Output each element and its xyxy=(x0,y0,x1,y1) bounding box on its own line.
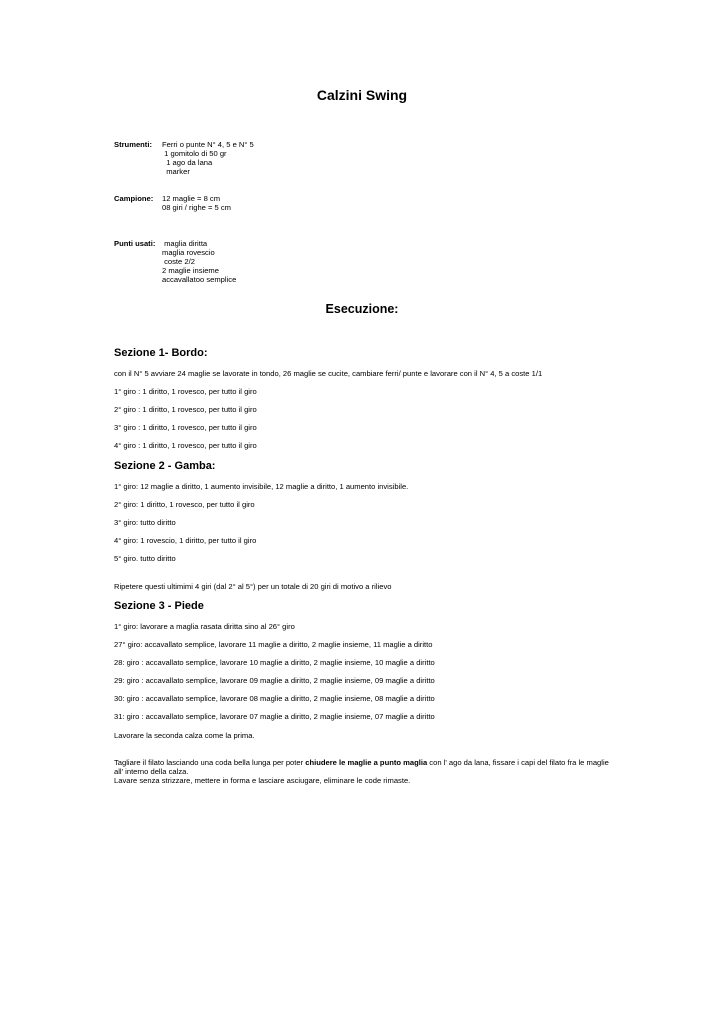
section-2-title: Sezione 2 - Gamba: xyxy=(114,460,216,472)
closing-text: con l' ago da lana, fissare i capi del filato fra le maglie all' interno della calza. xyxy=(114,758,609,777)
section-1-title: Sezione 1- Bordo: xyxy=(114,347,208,359)
section-3-line: 1° giro: lavorare a maglia rasata diritta sino al 26° giro xyxy=(114,622,295,631)
section-2-line: Ripetere questi ultimimi 4 giri (dal 2° al 5°) per un totale di 20 giri di motivo a rilievo xyxy=(114,582,392,591)
section-2-line: 4° giro: 1 rovescio, 1 diritto, per tutto il giro xyxy=(114,536,257,545)
campione-line: 08 giri / righe = 5 cm xyxy=(162,203,232,213)
campione-line: 12 maglie = 8 cm xyxy=(162,194,221,203)
section-3-line: 28: giro : accavallato semplice, lavorare 10 maglie a diritto, 2 maglie insieme, 10 maglie a diritto xyxy=(114,658,435,667)
section-3-line: 30: giro : accavallato semplice, lavorare 08 maglie a diritto, 2 maglie insieme, 08 maglie a diritto xyxy=(114,694,435,703)
section-3-line: Lavorare la seconda calza come la prima. xyxy=(114,731,255,740)
closing-text: Lavare senza strizzare, mettere in forma e lasciare asciugare, eliminare le code rimaste. xyxy=(114,776,411,786)
punti-values xyxy=(162,239,236,284)
strumenti-line: 1 ago da lana xyxy=(162,158,213,168)
punti-line: maglia rovescio xyxy=(162,248,215,258)
page-title: Calzini Swing xyxy=(316,87,408,103)
esecuzione-heading: Esecuzione: xyxy=(325,302,399,316)
campione-values xyxy=(162,194,231,212)
closing-bold-text: chiudere le maglie a punto maglia xyxy=(305,758,428,767)
section-3-line: 27° giro: accavallato semplice, lavorare 11 maglie a diritto, 2 maglie insieme, 11 maglie a diritto xyxy=(114,640,433,649)
section-1-line: con il N° 5 avviare 24 maglie se lavorate in tondo, 26 maglie se cucite, cambiare ferri/ punte e lavorare con il N° 4, 5 a coste 1/1 xyxy=(114,369,543,378)
punti-label: Punti usati: xyxy=(114,239,156,248)
punti-line: coste 2/2 xyxy=(162,257,195,267)
section-3-title: Sezione 3 - Piede xyxy=(114,600,204,612)
punti-line: accavallatoo semplice xyxy=(162,275,237,285)
section-2-line: 3° giro: tutto diritto xyxy=(114,518,176,527)
section-2-line: 5° giro. tutto diritto xyxy=(114,554,176,563)
section-3-line: 29: giro : accavallato semplice, lavorare 09 maglie a diritto, 2 maglie insieme, 09 maglie a diritto xyxy=(114,676,435,685)
section-2-line: 1° giro: 12 maglie a diritto, 1 aumento invisibile, 12 maglie a diritto, 1 aumento invisibile. xyxy=(114,482,409,491)
strumenti-line: marker xyxy=(162,167,190,177)
closing-paragraph xyxy=(114,758,614,786)
section-1-line: 1° giro : 1 diritto, 1 rovesco, per tutto il giro xyxy=(114,387,257,396)
section-1-line: 2° giro : 1 diritto, 1 rovesco, per tutto il giro xyxy=(114,405,257,414)
strumenti-line: 1 gomitolo di 50 gr xyxy=(162,149,227,159)
campione-label: Campione: xyxy=(114,194,154,203)
strumenti-values xyxy=(162,140,254,176)
strumenti-label: Strumenti: xyxy=(114,140,152,149)
strumenti-line: Ferri o punte N° 4, 5 e N° 5 xyxy=(162,140,254,149)
section-2-line: 2° giro: 1 diritto, 1 rovesco, per tutto il giro xyxy=(114,500,255,509)
punti-line: maglia diritta xyxy=(162,239,208,248)
section-3-line: 31: giro : accavallato semplice, lavorare 07 maglie a diritto, 2 maglie insieme, 07 maglie a diritto xyxy=(114,712,435,721)
section-1-line: 4° giro : 1 diritto, 1 rovesco, per tutto il giro xyxy=(114,441,257,450)
section-1-line: 3° giro : 1 diritto, 1 rovesco, per tutto il giro xyxy=(114,423,257,432)
closing-text: Tagliare il filato lasciando una coda bella lunga per poter xyxy=(114,758,306,767)
punti-line: 2 maglie insieme xyxy=(162,266,219,276)
